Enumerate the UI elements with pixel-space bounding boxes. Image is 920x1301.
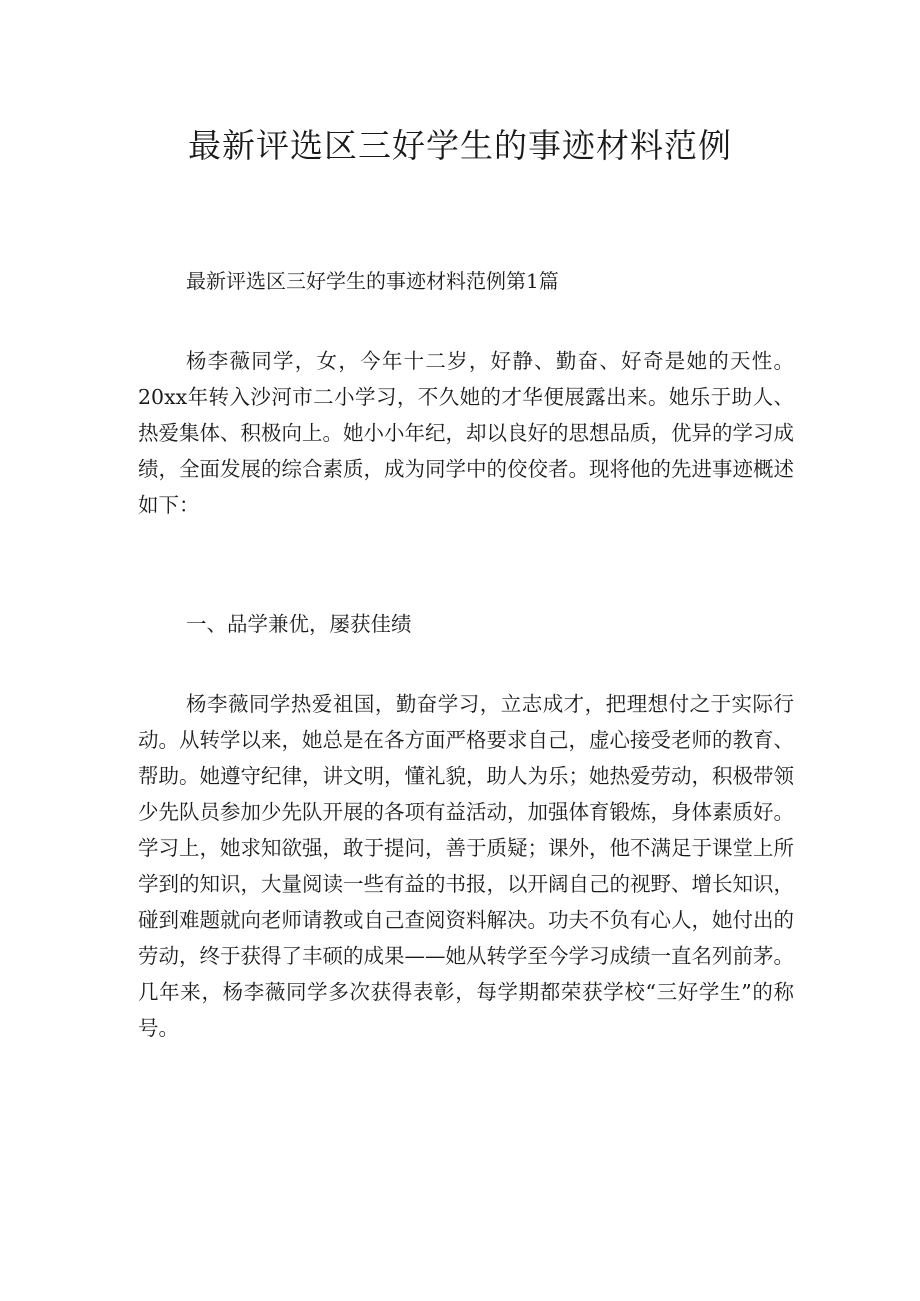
- section-paragraph: 杨李薇同学热爱祖国，勤奋学习，立志成才，把理想付之于实际行动。从转学以来，她总是在各方面严格要求自己，虚心接受老师的教育、帮助。她遵守纪律，讲文明，懂礼貌，助人为乐；她热爱劳动，积极带领少先队员参加少先队开展的各项有益活动，加强体育锻炼，身体素质好。学习上，她求知欲强，敢于提问，善于质疑；课外，他不满足于课堂上所学到的知识，大量阅读一些有益的书报，以开阔自己的视野、增长知识，碰到难题就向老师请教或自己查阅资料解决。功夫不负有心人，她付出的劳动，终于获得了丰硕的成果——她从转学至今学习成绩一直名列前茅。几年来，杨李薇同学多次获得表彰，每学期都荣获学校“三好学生”的称号。: [138, 692, 794, 1040]
- document-title: 最新评选区三好学生的事迹材料范例: [188, 126, 732, 165]
- section-heading: 一、品学兼优，屡获佳绩: [186, 612, 412, 636]
- document-subtitle: 最新评选区三好学生的事迹材料范例第1篇: [186, 269, 559, 293]
- intro-paragraph: 杨李薇同学，女，今年十二岁，好静、勤奋、好奇是她的天性。20xx年转入沙河市二小学习，不久她的才华便展露出来。她乐于助人、热爱集体、积极向上。她小小年纪，却以良好的思想品质，优异的学习成绩，全面发展的综合素质，成为同学中的佼佼者。现将他的先进事迹概述如下：: [138, 349, 794, 517]
